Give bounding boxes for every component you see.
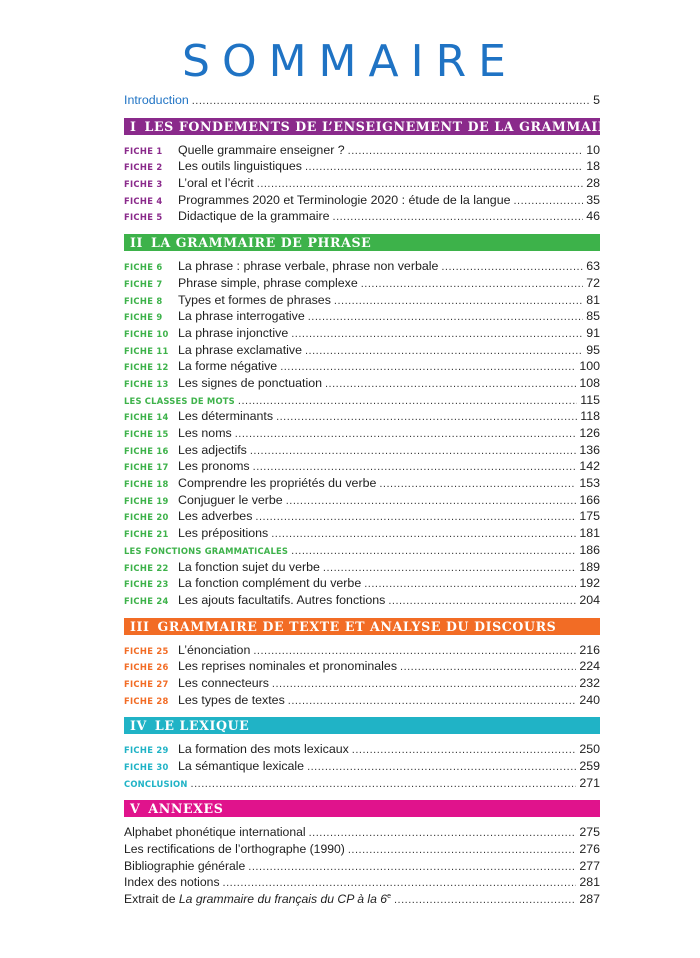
dot-leader [513, 193, 583, 210]
fiche-label: FICHE 18 [124, 479, 169, 490]
dot-leader [280, 359, 576, 376]
dot-leader [271, 526, 576, 543]
toc-entry-row[interactable] [124, 692, 600, 709]
entry-title: Les déterminants [178, 409, 274, 424]
entry-title [124, 891, 391, 908]
fiche-label: FICHE 20 [124, 512, 169, 523]
entry-title: La fonction complément du verbe [178, 576, 362, 591]
dot-leader [348, 842, 576, 859]
toc-intro-row[interactable] [124, 92, 600, 109]
dot-leader [250, 443, 576, 460]
dot-leader [305, 159, 583, 176]
entry-title: Les types de textes [178, 692, 285, 707]
page-title: SOMMAIRE [182, 36, 518, 87]
fiche-label: FICHE 1 [124, 145, 163, 156]
entry-title: Quelle grammaire enseigner ? [178, 142, 345, 157]
toc-entry-row[interactable] [124, 675, 600, 692]
toc-entry-row[interactable] [124, 575, 600, 592]
toc-entry-row[interactable] [124, 275, 600, 292]
dot-leader [191, 776, 577, 793]
dot-leader [255, 509, 576, 526]
toc-entry-row[interactable] [124, 358, 600, 375]
dot-leader [441, 259, 583, 276]
section-header [124, 717, 600, 734]
section-header [124, 234, 600, 251]
fiche-label: FICHE 26 [124, 662, 169, 673]
toc-entry-row[interactable] [124, 258, 600, 275]
dot-leader [192, 93, 590, 110]
page-number: 81 [586, 292, 600, 307]
section-number: III [130, 618, 150, 634]
entry-title: La sémantique lexicale [178, 759, 305, 773]
fiche-label: FICHE 6 [124, 262, 163, 273]
toc-entry-row[interactable] [124, 658, 600, 675]
dot-leader [253, 643, 576, 660]
entry-title: Phrase simple, phrase complexe [178, 275, 358, 290]
toc-subsection-row[interactable] [124, 775, 600, 792]
section-title: LES FONDEMENTS DE L’ENSEIGNEMENT DE LA GRAMMAIRE [144, 118, 620, 134]
subsection-title: LES CLASSES DE MOTS [124, 395, 235, 406]
page-number: 287 [579, 892, 600, 907]
dot-leader [348, 143, 584, 160]
dot-leader [288, 693, 577, 710]
toc-entry-row[interactable] [124, 642, 600, 659]
entry-title: Didactique de la grammaire [178, 209, 330, 224]
fiche-label: FICHE 11 [124, 345, 169, 356]
toc-entry-row[interactable] [124, 758, 600, 775]
toc-entry-row[interactable] [124, 741, 600, 758]
section-header [124, 618, 600, 635]
page-number: 91 [586, 325, 600, 340]
entry-title: Conjuguer le verbe [178, 492, 283, 507]
fiche-label: FICHE 7 [124, 278, 163, 289]
entry-title: Les adjectifs [178, 442, 247, 457]
page-number: 192 [579, 576, 600, 591]
entry-title: Les pronoms [178, 459, 250, 474]
entry-title: Les signes de ponctuation [178, 375, 322, 390]
page-number: 28 [586, 176, 600, 191]
dot-leader [286, 493, 577, 510]
fiche-label: FICHE 3 [124, 179, 163, 190]
fiche-label: FICHE 22 [124, 562, 169, 573]
page-number: 259 [579, 759, 600, 773]
page-number: 216 [579, 642, 600, 657]
section-number: II [130, 235, 143, 251]
fiche-label: FICHE 9 [124, 312, 163, 323]
fiche-label: FICHE 14 [124, 412, 169, 423]
toc-entry-row[interactable] [124, 192, 600, 209]
entry-title: Les adverbes [178, 509, 253, 524]
entry-title: Comprendre les propriétés du verbe [178, 476, 377, 491]
dot-leader [276, 409, 577, 426]
toc-entry-row[interactable] [124, 841, 600, 858]
dot-leader [238, 393, 577, 410]
entry-title: Bibliographie générale [124, 858, 246, 873]
entry-title: Index des notions [124, 875, 220, 890]
page-number: 63 [586, 259, 600, 274]
fiche-label: FICHE 5 [124, 212, 163, 223]
fiche-label: FICHE 12 [124, 362, 169, 373]
toc-entry-row[interactable] [124, 308, 600, 325]
entry-title: La formation des mots lexicaux [178, 742, 349, 757]
page-number: 100 [579, 359, 600, 374]
fiche-label: FICHE 28 [124, 695, 169, 706]
page-number: 153 [579, 476, 600, 491]
dot-leader [257, 176, 583, 193]
entry-title: Types et formes de phrases [178, 292, 331, 307]
toc-entry-row[interactable] [124, 142, 600, 159]
entry-title: Les connecteurs [178, 675, 269, 690]
page-number: 115 [580, 392, 600, 407]
section-header [124, 118, 620, 135]
page-number: 85 [586, 309, 600, 324]
fiche-label: FICHE 30 [124, 762, 169, 772]
dot-leader [223, 875, 577, 892]
page-number: 108 [579, 375, 600, 390]
toc-entry-row[interactable] [124, 559, 600, 576]
dot-leader [364, 576, 576, 593]
dot-leader [323, 560, 576, 577]
dot-leader [325, 376, 576, 393]
toc-entry-row[interactable] [124, 442, 600, 459]
page-number: 240 [579, 692, 600, 707]
dot-leader [307, 759, 576, 776]
page-number: 250 [579, 742, 600, 757]
fiche-label: FICHE 10 [124, 328, 169, 339]
page-number: 276 [579, 842, 600, 857]
page-number: 186 [579, 542, 600, 557]
page-number: 46 [586, 209, 600, 224]
fiche-label: FICHE 15 [124, 429, 169, 439]
toc-intro-label: Introduction [124, 93, 189, 107]
toc-entry-row[interactable] [124, 342, 600, 359]
entry-title-prefix: Extrait de [124, 892, 179, 907]
fiche-label: FICHE 21 [124, 529, 169, 540]
section-title: LA GRAMMAIRE DE PHRASE [150, 235, 372, 251]
toc-entry-row[interactable] [124, 325, 600, 342]
toc-subsection-row[interactable] [124, 542, 600, 559]
subsection-title: LES FONCTIONS GRAMMATICALES [124, 545, 289, 556]
page-number: 204 [579, 592, 600, 607]
fiche-label: FICHE 29 [124, 745, 169, 756]
entry-title: Les reprises nominales et pronominales [178, 659, 398, 674]
toc-entry-row[interactable] [124, 208, 600, 225]
page-number: 271 [579, 775, 600, 790]
fiche-label: FICHE 17 [124, 462, 169, 473]
section-number: IV [130, 718, 147, 734]
page-number: 166 [579, 492, 600, 507]
page-number: 136 [579, 442, 600, 457]
fiche-label: FICHE 8 [124, 295, 163, 306]
entry-title: La phrase injonctive [178, 325, 289, 340]
table-of-contents [124, 92, 620, 908]
page-number: 118 [580, 409, 600, 424]
dot-leader [235, 426, 577, 443]
fiche-label: FICHE 23 [124, 579, 169, 590]
dot-leader [361, 276, 583, 293]
toc-entry-row[interactable] [124, 475, 600, 492]
section-title: LE LEXIQUE [154, 718, 250, 734]
page-number: 232 [579, 675, 600, 690]
toc-entry-row[interactable] [124, 425, 600, 442]
page-number: 224 [579, 659, 600, 674]
dot-leader [291, 326, 583, 343]
entry-title: Les ajouts facultatifs. Autres fonctions [178, 592, 386, 607]
fiche-label: FICHE 13 [124, 378, 169, 389]
fiche-label: FICHE 19 [124, 495, 169, 506]
dot-leader [253, 459, 577, 476]
toc-entry-row[interactable] [124, 858, 600, 875]
subsection-title: CONCLUSION [124, 778, 188, 789]
entry-title: Les outils linguistiques [178, 159, 302, 174]
entry-title: Les noms [178, 426, 232, 440]
section-title: ANNEXES [148, 801, 224, 817]
toc-entry-row[interactable] [124, 525, 600, 542]
toc-entry-row[interactable] [124, 375, 600, 392]
dot-leader [272, 676, 576, 693]
section-title: GRAMMAIRE DE TEXTE ET ANALYSE DU DISCOURS [157, 618, 557, 634]
entry-title: La fonction sujet du verbe [178, 559, 320, 574]
entry-title: La phrase : phrase verbale, phrase non verbale [178, 259, 439, 274]
toc-intro-page: 5 [593, 93, 600, 107]
fiche-label: FICHE 4 [124, 195, 163, 206]
fiche-label: FICHE 25 [124, 645, 169, 656]
page-number: 95 [586, 342, 600, 357]
fiche-label: FICHE 24 [124, 595, 169, 606]
entry-title: La phrase exclamative [178, 342, 302, 357]
dot-leader [248, 859, 576, 876]
dot-leader [308, 309, 583, 326]
toc-entry-row[interactable] [124, 458, 600, 475]
dot-leader [400, 659, 576, 676]
dot-leader [333, 209, 584, 226]
dot-leader [291, 543, 576, 560]
toc-entry-row[interactable] [124, 408, 600, 425]
dot-leader [305, 343, 583, 360]
section-number: I [130, 118, 137, 134]
toc-entry-row[interactable] [124, 874, 600, 891]
entry-title: L’énonciation [178, 642, 251, 657]
fiche-label: FICHE 2 [124, 162, 163, 173]
entry-title: Programmes 2020 et Terminologie 2020 : étude de la langue [178, 192, 511, 207]
toc-entry-row[interactable] [124, 492, 600, 509]
entry-title-italic: La grammaire du français du CP à la 6 [178, 892, 388, 907]
fiche-label: FICHE 27 [124, 678, 169, 689]
dot-leader [309, 825, 577, 842]
page-number: 175 [579, 509, 600, 524]
page-number: 10 [586, 142, 600, 157]
dot-leader [388, 593, 576, 610]
toc-entry-row[interactable] [124, 292, 600, 309]
page-number: 35 [586, 192, 600, 207]
dot-leader [334, 293, 583, 310]
dot-leader [379, 476, 576, 493]
entry-title-superscript: e [387, 893, 391, 901]
toc-entry-row[interactable] [124, 508, 600, 525]
toc-entry-row[interactable] [124, 824, 600, 841]
entry-title: La phrase interrogative [178, 309, 305, 324]
page-number: 275 [579, 825, 600, 840]
page-number: 126 [579, 426, 600, 440]
page-number: 142 [579, 459, 600, 474]
toc-entry-row[interactable] [124, 592, 600, 609]
dot-leader [352, 742, 577, 759]
entry-title: Les rectifications de l’orthographe (1990) [124, 842, 345, 857]
toc-subsection-row[interactable] [124, 392, 600, 409]
page-number: 281 [579, 875, 600, 890]
entry-title: La forme négative [178, 359, 278, 374]
section-header [124, 800, 600, 817]
fiche-label: FICHE 16 [124, 445, 169, 456]
page-number: 277 [579, 858, 600, 873]
section-number: V [130, 801, 141, 817]
entry-title: Alphabet phonétique international [124, 825, 306, 840]
toc-entry-row[interactable] [124, 175, 600, 192]
page-number: 18 [586, 159, 600, 174]
dot-leader [394, 892, 576, 909]
entry-title: Les prépositions [178, 526, 269, 541]
toc-entry-row[interactable] [124, 158, 600, 175]
page-number: 189 [579, 559, 600, 574]
entry-title: L’oral et l’écrit [178, 176, 254, 191]
toc-entry-row[interactable] [124, 891, 600, 908]
page-number: 72 [586, 275, 600, 290]
page-number: 181 [579, 526, 600, 541]
